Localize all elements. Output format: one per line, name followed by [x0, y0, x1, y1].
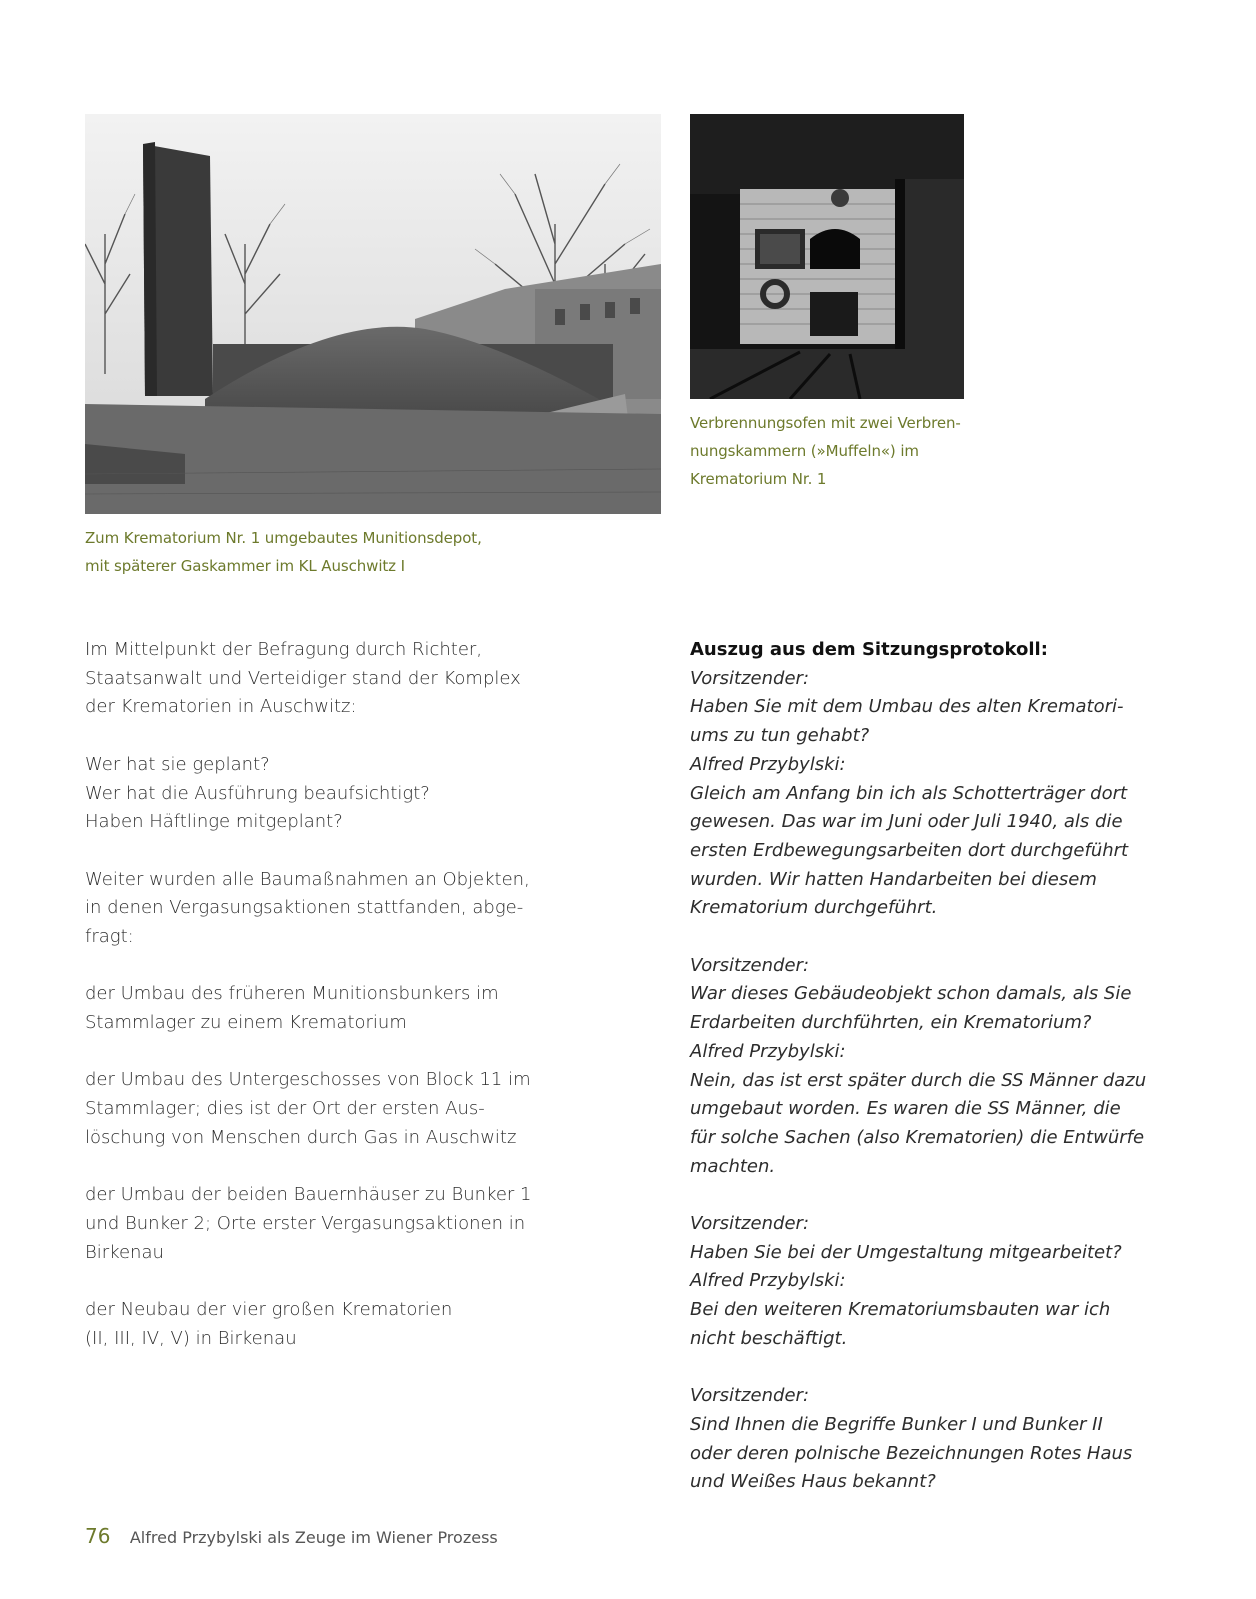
text-line: Wer hat die Ausführung beaufsichtigt? — [85, 782, 430, 804]
text-line: ums zu tun gehabt? — [690, 725, 870, 747]
page-number: 76 — [85, 1524, 111, 1548]
text-line: gewesen. Das war im Juni oder Juli 1940, als die — [690, 811, 1123, 833]
text-line: Weiter wurden alle Baumaßnahmen an Objekten, — [85, 868, 530, 890]
text-line: löschung von Menschen durch Gas in Auschwitz — [85, 1126, 517, 1148]
text-line: (II, III, IV, V) in Birkenau — [85, 1327, 297, 1349]
caption-line: mit späterer Gaskammer im KL Auschwitz I — [85, 557, 405, 575]
protocol-exchange — [690, 1382, 1133, 1497]
text-line: Gleich am Anfang bin ich als Schotterträger dort — [690, 782, 1128, 804]
running-head: Alfred Przybylski als Zeuge im Wiener Prozess — [129, 1528, 498, 1547]
speaker-label: Alfred Przybylski: — [690, 1040, 846, 1062]
caption-line: nungskammern (»Muffeln«) im — [690, 442, 919, 460]
paragraph — [85, 636, 525, 722]
text-line: Krematorium durchgeführt. — [690, 897, 938, 919]
text-line: Erdarbeiten durchführten, ein Krematorium? — [690, 1012, 1092, 1034]
text-line: für solche Sachen (also Krematorien) die Entwürfe — [690, 1126, 1145, 1148]
caption-line: Zum Krematorium Nr. 1 umgebautes Munitionsdepot, — [85, 529, 482, 547]
body-text-left — [85, 636, 532, 1353]
protocol-excerpt — [690, 636, 1147, 1497]
text-line: der Neubau der vier großen Krematorien — [85, 1299, 453, 1321]
photo-crematorium-exterior — [85, 114, 661, 514]
paragraph — [85, 1181, 532, 1267]
text-line: Nein, das ist erst später durch die SS Männer dazu — [690, 1069, 1147, 1091]
caption-photo-crematorium — [85, 524, 505, 580]
text-line: und Bunker 2; Orte erster Vergasungsaktionen in — [85, 1212, 526, 1234]
text-line: nicht beschäftigt. — [690, 1327, 848, 1349]
caption-line: Krematorium Nr. 1 — [690, 470, 827, 488]
text-line: ersten Erdbewegungsarbeiten dort durchgeführt — [690, 839, 1129, 861]
speaker-label: Vorsitzender: — [690, 954, 810, 976]
speaker-label: Alfred Przybylski: — [690, 1270, 846, 1292]
text-line: machten. — [690, 1155, 776, 1177]
speaker-label: Vorsitzender: — [690, 1385, 810, 1407]
text-line: in denen Vergasungsaktionen stattfanden, abge- — [85, 897, 524, 919]
text-line: Bei den weiteren Krematoriumsbauten war ich — [690, 1299, 1111, 1321]
speaker-label: Alfred Przybylski: — [690, 753, 846, 775]
caption-photo-furnace — [690, 409, 980, 493]
text-line: wurden. Wir hatten Handarbeiten bei diesem — [690, 868, 1097, 890]
text-line: der Umbau des früheren Munitionsbunkers im — [85, 983, 499, 1005]
protocol-exchange — [690, 1210, 1120, 1354]
speaker-label: Vorsitzender: — [690, 1213, 810, 1235]
text-line: Haben Häftlinge mitgeplant? — [85, 811, 343, 833]
text-line: der Krematorien in Auschwitz: — [85, 696, 357, 718]
protocol-heading: Auszug aus dem Sitzungsprotokoll: — [690, 639, 1048, 660]
text-line: Stammlager zu einem Krematorium — [85, 1012, 407, 1034]
protocol-exchange — [690, 952, 1147, 1182]
text-line: War dieses Gebäudeobjekt schon damals, als Sie — [690, 983, 1132, 1005]
text-line: Wer hat sie geplant? — [85, 753, 270, 775]
text-line: der Umbau der beiden Bauernhäuser zu Bunker 1 — [85, 1184, 532, 1206]
text-line: und Weißes Haus bekannt? — [690, 1471, 936, 1493]
text-line: Staatsanwalt und Verteidiger stand der Komplex — [85, 667, 521, 689]
text-line: Im Mittelpunkt der Befragung durch Richter, — [85, 639, 483, 660]
caption-line: Verbrennungsofen mit zwei Verbren- — [690, 414, 961, 432]
protocol-exchange — [690, 665, 1129, 923]
paragraph — [85, 980, 525, 1037]
paragraph — [85, 751, 525, 837]
text-line: umgebaut worden. Es waren die SS Männer, die — [690, 1098, 1121, 1120]
speaker-label: Vorsitzender: — [690, 667, 810, 689]
text-line: Stammlager; dies ist der Ort der ersten Aus- — [85, 1098, 485, 1120]
paragraph — [85, 866, 530, 952]
text-line: Haben Sie bei der Umgestaltung mitgearbeitet? — [690, 1241, 1122, 1263]
page-footer — [85, 1524, 498, 1552]
text-line: oder deren polnische Bezeichnungen Rotes Haus — [690, 1442, 1133, 1464]
text-line: fragt: — [85, 926, 134, 947]
text-line: Birkenau — [85, 1241, 164, 1263]
paragraph — [85, 1296, 525, 1353]
paragraph — [85, 1066, 531, 1152]
text-line: der Umbau des Untergeschosses von Block 11 im — [85, 1069, 531, 1091]
text-line: Haben Sie mit dem Umbau des alten Krematori- — [690, 696, 1124, 718]
text-line: Sind Ihnen die Begriffe Bunker I und Bunker II — [690, 1413, 1103, 1435]
photo-furnace — [690, 114, 964, 399]
